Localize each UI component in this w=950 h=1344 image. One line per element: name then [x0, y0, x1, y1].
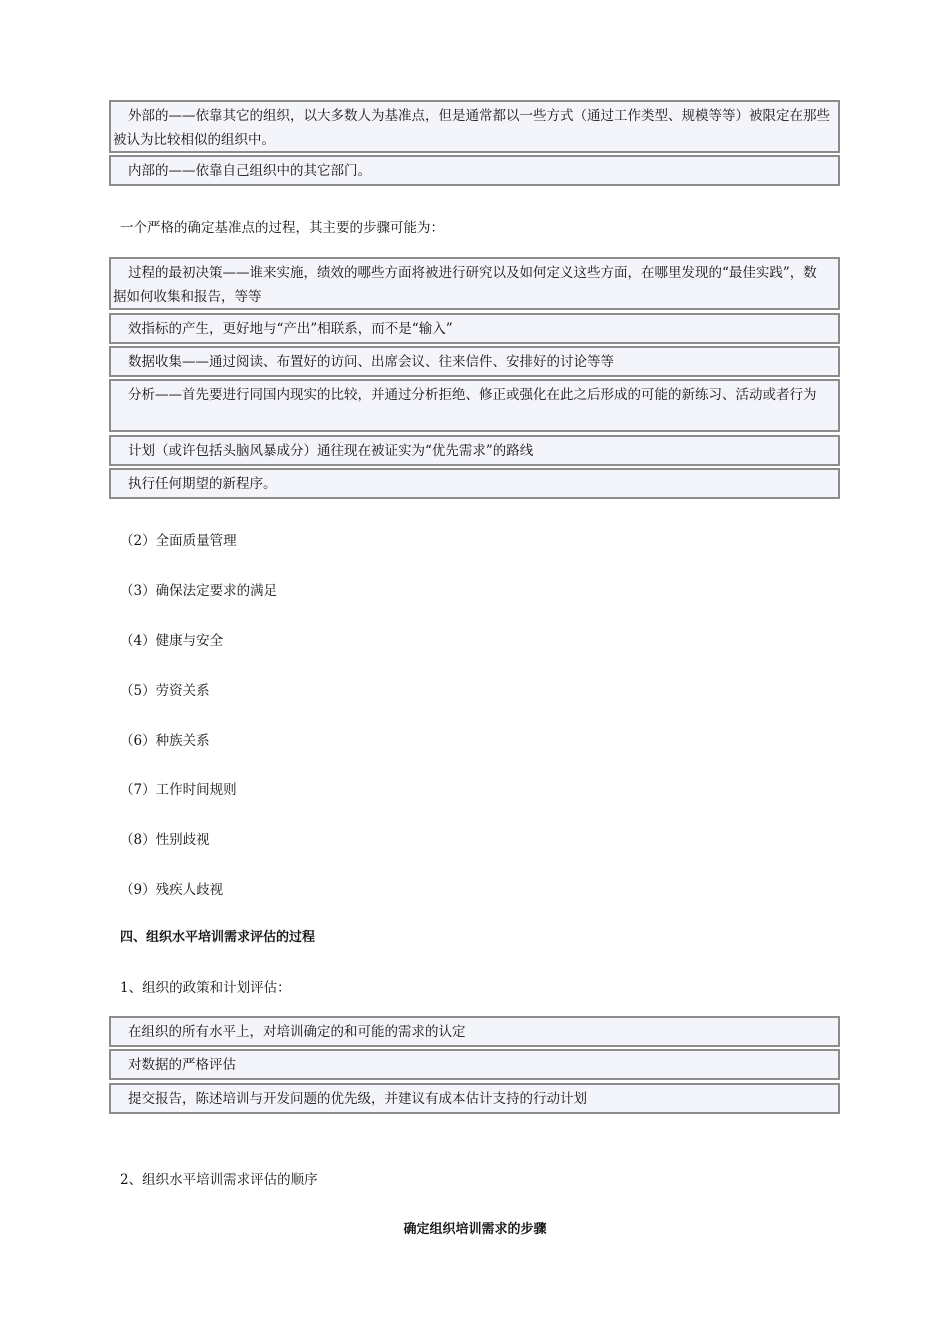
subsection-1-title: 1、组织的政策和计划评估： [120, 980, 291, 996]
table2-row-3 [109, 346, 840, 377]
list-item: （6）种族关系 [120, 733, 210, 749]
list-item: （4）健康与安全 [120, 633, 224, 649]
table1-row-internal [109, 155, 840, 186]
table2-row-2 [109, 313, 840, 344]
steps-title: 确定组织培训需求的步骤 [403, 1222, 547, 1237]
list-item: （2）全面质量管理 [120, 533, 237, 549]
subsection-2-title: 2、组织水平培训需求评估的顺序 [120, 1172, 318, 1188]
table2-row-6 [109, 468, 840, 499]
table2-cell-text: 效指标的产生，更好地与“产出”相联系，而不是“输入” [128, 321, 453, 337]
table3-row-2 [109, 1049, 840, 1080]
table2-row-1 [109, 257, 840, 310]
list-item: （7）工作时间规则 [120, 782, 237, 798]
table3-row-3 [109, 1083, 840, 1114]
list-item: （3）确保法定要求的满足 [120, 583, 278, 599]
table3-cell-text: 在组织的所有水平上，对培训确定的和可能的需求的认定 [128, 1024, 466, 1040]
table1-cell-text: 外部的——依靠其它的组织，以大多数人为基准点，但是通常都以一些方式（通过工作类型、规模等等）被限定在那些被认为比较相似的组织中。 [113, 108, 830, 148]
table1-cell-text: 内部的——依靠自己组织中的其它部门。 [128, 163, 371, 179]
table2-cell-text: 分析——首先要进行同国内现实的比较，并通过分析拒绝、修正或强化在此之后形成的可能的新练习、活动或者行为 [128, 387, 817, 403]
table2-cell-text: 计划（或许包括头脑风暴成分）通往现在被证实为“优先需求”的路线 [128, 443, 534, 459]
table1-row-external [109, 100, 840, 153]
table3-row-1 [109, 1016, 840, 1047]
table2-cell-text: 执行任何期望的新程序。 [128, 476, 277, 492]
table2-row-4 [109, 379, 840, 432]
table2-cell-text: 数据收集——通过阅读、布置好的访问、出席会议、往来信件、安排好的讨论等等 [128, 354, 614, 370]
benchmark-intro: 一个严格的确定基准点的过程，其主要的步骤可能为： [120, 220, 444, 236]
table2-cell-text: 过程的最初决策——谁来实施，绩效的哪些方面将被进行研究以及如何定义这些方面，在哪里发现的“最佳实践”，数据如何收集和报告，等等 [113, 265, 817, 305]
list-item: （9）残疾人歧视 [120, 882, 224, 898]
table2-row-5 [109, 435, 840, 466]
table3-cell-text: 提交报告，陈述培训与开发问题的优先级，并建议有成本估计支持的行动计划 [128, 1091, 587, 1107]
table3-cell-text: 对数据的严格评估 [128, 1057, 236, 1073]
list-item: （8）性别歧视 [120, 832, 210, 848]
list-item: （5）劳资关系 [120, 683, 210, 699]
section-heading: 四、组织水平培训需求评估的过程 [120, 930, 316, 945]
